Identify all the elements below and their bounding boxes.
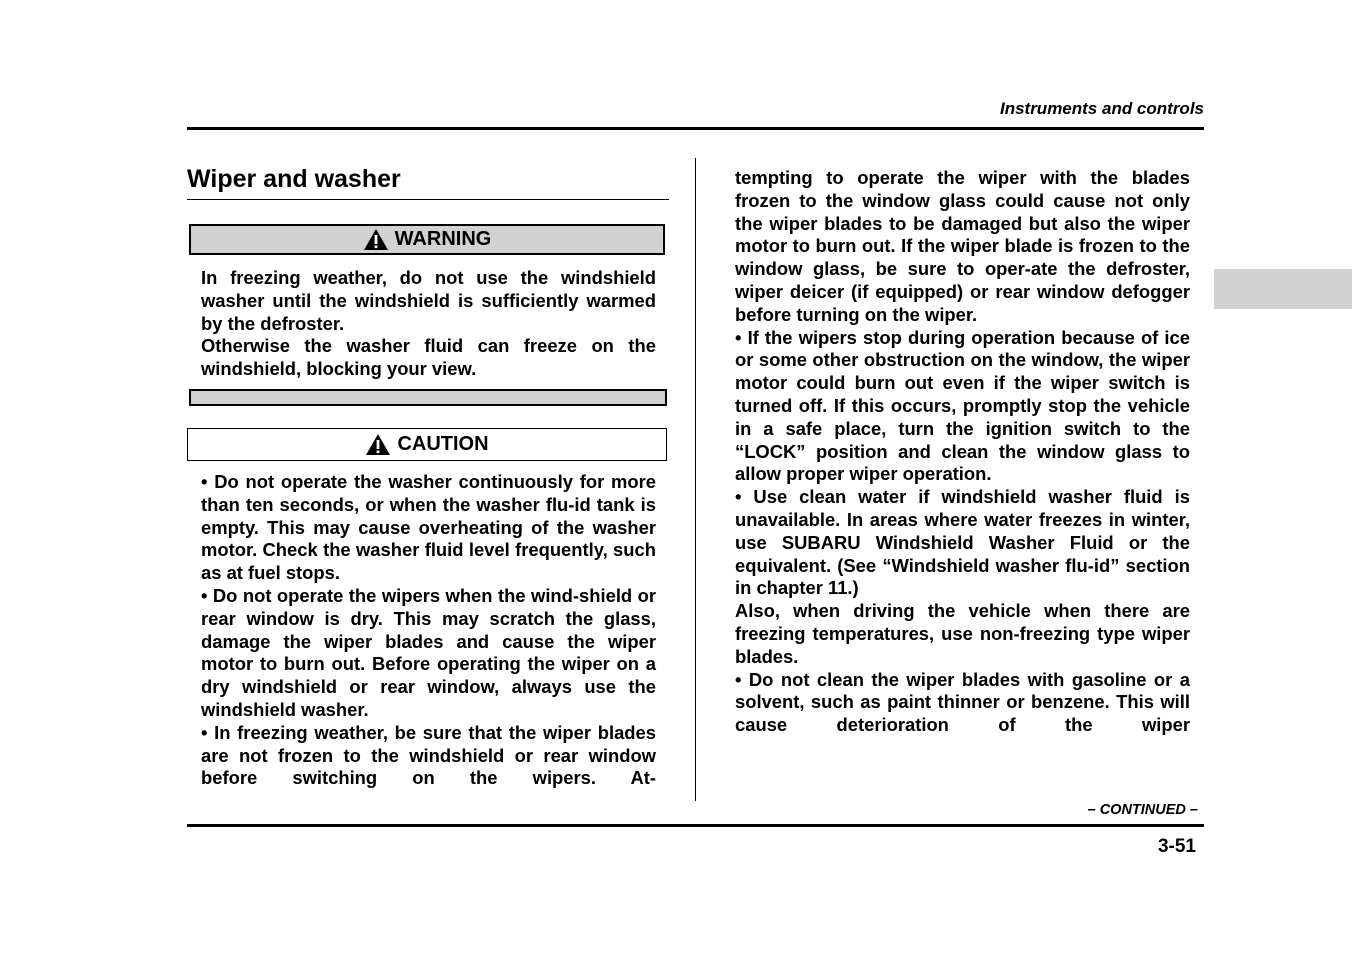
caution-paragraph: Also, when driving the vehicle when there are freezing temperatures, use non-freezing type wiper blades. bbox=[735, 600, 1190, 667]
caution-paragraph: • Use clean water if windshield washer fluid is unavailable. In areas where water freezes in winter, use SUBARU Windshield Washer Fluid or the equivalent. (See “Windshield washer flu-id” section in chapter 11.) bbox=[735, 486, 1190, 599]
caution-paragraph: • If the wipers stop during operation because of ice or some other obstruction on the window, the wiper motor could burn out even if the wiper switch is turned off. If this occurs, promptly stop the vehicle in a safe place, turn the ignition switch to the “LOCK” position and clean the window glass to allow proper wiper operation. bbox=[735, 326, 1190, 485]
column-divider bbox=[695, 158, 696, 801]
caution-paragraph: • Do not clean the wiper blades with gasoline or a solvent, such as paint thinner or benzene. This will cause deterioration of the wiper bbox=[735, 668, 1190, 736]
caution-text-right bbox=[735, 167, 1190, 737]
caution-label: CAUTION bbox=[397, 433, 489, 455]
caution-triangle-icon bbox=[365, 433, 391, 456]
chapter-tab bbox=[1214, 269, 1352, 309]
warning-label: WARNING bbox=[394, 228, 492, 250]
warning-paragraph: Otherwise the washer fluid can freeze on the windshield, blocking your view. bbox=[201, 335, 656, 380]
caution-header bbox=[187, 428, 667, 461]
section-title: Wiper and washer bbox=[187, 165, 401, 193]
warning-header bbox=[189, 224, 665, 255]
footer-rule bbox=[187, 824, 1204, 827]
page-number: 3-51 bbox=[1157, 836, 1196, 857]
caution-paragraph: • In freezing weather, be sure that the wiper blades are not frozen to the windshield or rear window before switching on the wipers. At- bbox=[201, 721, 656, 789]
warning-end-bar bbox=[189, 389, 667, 406]
header-rule bbox=[187, 127, 1204, 130]
continued-marker: – CONTINUED – bbox=[1087, 802, 1198, 818]
warning-triangle-icon bbox=[363, 228, 389, 251]
caution-paragraph: • Do not operate the washer continuously for more than ten seconds, or when the washer flu-id tank is empty. This may cause overheating of the washer motor. Check the washer fluid level frequently, such as at fuel stops. bbox=[201, 471, 656, 584]
warning-text bbox=[201, 267, 656, 381]
caution-paragraph: • Do not operate the wipers when the wind-shield or rear window is dry. This may scratch the glass, damage the wiper blades and cause the wiper motor to burn out. Before operating the wiper on a dry windshield or rear window, always use the windshield washer. bbox=[201, 584, 656, 720]
warning-paragraph: In freezing weather, do not use the windshield washer until the windshield is sufficiently warmed by the defroster. bbox=[201, 267, 656, 334]
caution-text-left bbox=[201, 471, 656, 790]
caution-paragraph: tempting to operate the wiper with the blades frozen to the window glass could cause not only the wiper blades to be damaged but also the wiper motor to burn out. If the wiper blade is frozen to the window glass, be sure to oper-ate the defroster, wiper deicer (if equipped) or rear window defogger before turning on the wiper. bbox=[735, 167, 1190, 325]
running-header: Instruments and controls bbox=[999, 99, 1204, 118]
section-title-rule bbox=[187, 199, 669, 200]
